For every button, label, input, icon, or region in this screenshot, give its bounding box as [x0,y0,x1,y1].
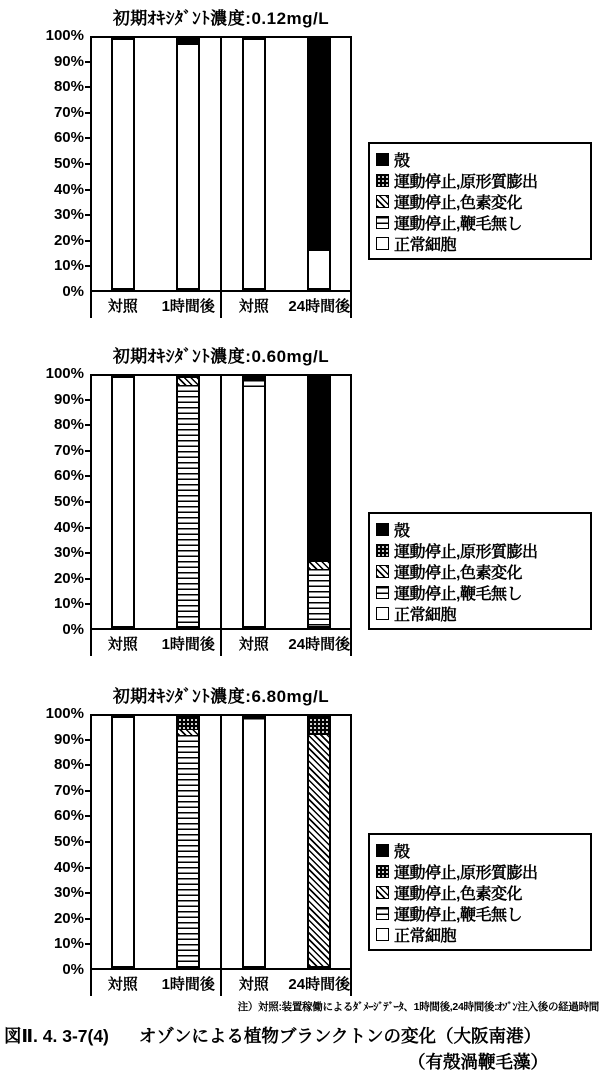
legend-box [368,512,592,630]
y-axis-tick-mark [85,552,90,554]
shell-swatch-icon [376,153,389,166]
x-axis-category-label: 24時間後 [288,636,351,653]
y-axis-tick-label: 20% [53,909,84,927]
bar-segment-normal [178,45,198,288]
legend-item [376,603,584,624]
stacked-bar [307,38,331,290]
y-axis-tick-mark [85,764,90,766]
legend-item-label: 正常細胞 [394,237,457,254]
legend-item [376,561,584,582]
bar-segment-flagella [309,569,329,626]
legend-item [376,582,584,603]
legend-item-label: 運動停止,原形質膨出 [394,174,538,191]
y-axis-tick-label: 80% [53,756,84,774]
legend-item-label: 殻 [394,523,410,540]
chart-6.80mg [0,680,600,1016]
shell-swatch-icon [376,523,389,536]
x-axis-category-label: 対照 [107,976,138,993]
x-axis-category-label: 24時間後 [288,298,351,315]
y-axis-tick-label: 60% [53,129,84,147]
bar-segment-normal [113,40,133,288]
x-axis-category-label: 1時間後 [161,976,215,993]
y-axis-tick-label: 70% [53,441,84,459]
pigment-swatch-icon [376,565,389,578]
legend-item [376,861,584,882]
y-axis-tick-mark [85,265,90,267]
bar-segment-pigment [309,735,329,966]
y-axis-tick-label: 100% [45,365,84,382]
bar-segment-pigment [178,378,198,385]
stacked-bar [242,716,266,968]
y-axis-tick-mark [85,399,90,401]
y-axis-tick-mark [85,240,90,242]
x-axis-category-label: 対照 [238,298,269,315]
legend-item-label: 運動停止,原形質膨出 [394,865,538,882]
protoplasm-swatch-icon [376,865,389,878]
y-axis-tick-mark [85,189,90,191]
bar-segment-shell [309,40,329,251]
legend-item [376,212,584,233]
chart-0.12mg [0,2,600,338]
legend-item-label: 運動停止,色素変化 [394,195,522,212]
legend-item-label: 運動停止,原形質膨出 [394,544,538,561]
y-axis-tick-label: 90% [53,730,84,748]
y-axis-tick-label: 0% [62,961,84,978]
legend-item-label: 運動停止,鞭毛無し [394,216,522,233]
group-divider-line [220,36,222,318]
stacked-bar [307,376,331,628]
legend-item-label: 運動停止,鞭毛無し [394,907,522,924]
y-axis-tick-mark [85,501,90,503]
y-axis-tick-mark [85,841,90,843]
y-axis-tick-mark [85,527,90,529]
normal-swatch-icon [376,928,389,941]
legend-item [376,882,584,903]
y-axis-tick-label: 30% [53,206,84,224]
y-axis-tick-mark [85,450,90,452]
y-axis-tick-mark [85,424,90,426]
figure-caption [4,1023,541,1048]
legend-item [376,519,584,540]
y-axis-tick-mark [85,61,90,63]
y-axis-tick-mark [85,867,90,869]
x-axis-category-label: 1時間後 [161,298,215,315]
y-axis-tick-label: 50% [53,493,84,510]
footnote: 注）対照:装置稼働によるﾀﾞﾒｰｼﾞﾃﾞｰﾀ、1時間後,24時間後:ｵｿﾞﾝ注入後の経過時間 [237,1001,599,1013]
legend-item-label: 運動停止,色素変化 [394,886,522,903]
bar-segment-protoplasm [178,718,198,730]
flagella-swatch-icon [376,907,389,920]
legend-item-label: 殻 [394,844,410,861]
y-axis-tick-mark [85,86,90,88]
stacked-bar [176,376,200,628]
y-axis-tick-label: 90% [53,390,84,408]
y-axis-tick-label: 60% [53,467,84,485]
bar-segment-normal [244,723,264,966]
chart-title: 初期ｵｷｼﾀﾞﾝﾄ濃度:0.60mg/L [112,347,330,366]
stacked-bar [307,716,331,968]
bar-segment-flagella [178,735,198,966]
stacked-bar [176,38,200,290]
bar-segment-normal [309,251,329,288]
legend-item [376,924,584,945]
bar-segment-normal [113,718,133,966]
y-axis-tick-mark [85,112,90,114]
y-axis-tick-label: 20% [53,569,84,587]
y-axis-tick-mark [85,918,90,920]
figure-subtitle: （有殻渦鞭毛藻） [408,1052,548,1072]
legend-item [376,233,584,254]
y-axis-tick-mark [85,163,90,165]
chart-title: 初期ｵｷｼﾀﾞﾝﾄ濃度:0.12mg/L [112,9,330,28]
x-axis-category-label: 24時間後 [288,976,351,993]
y-axis-tick-mark [85,578,90,580]
legend-box [368,833,592,951]
shell-swatch-icon [376,844,389,857]
legend-item-label: 殻 [394,153,410,170]
y-axis-tick-label: 30% [53,544,84,562]
legend-item [376,903,584,924]
bar-segment-pigment [309,562,329,569]
y-axis-tick-label: 10% [53,595,84,613]
y-axis-tick-label: 0% [62,621,84,638]
legend-item [376,840,584,861]
y-axis-tick-label: 80% [53,416,84,434]
x-axis-category-label: 対照 [107,298,138,315]
stacked-bar [111,716,135,968]
x-axis-category-label: 対照 [238,636,269,653]
y-axis-tick-mark [85,892,90,894]
stacked-bar [111,38,135,290]
y-axis-tick-label: 50% [53,155,84,172]
flagella-swatch-icon [376,586,389,599]
figure-title: オゾンによる植物ブランクトンの変化（大阪南港） [138,1026,542,1046]
y-axis-tick-mark [85,739,90,741]
y-axis-tick-label: 80% [53,78,84,96]
bar-segment-shell [309,378,329,562]
y-axis-tick-label: 70% [53,781,84,799]
y-axis-tick-label: 10% [53,257,84,275]
stacked-bar [242,38,266,290]
stacked-bar [176,716,200,968]
bar-segment-normal [244,388,264,626]
y-axis-tick-label: 70% [53,103,84,121]
normal-swatch-icon [376,607,389,620]
x-axis-category-label: 1時間後 [161,636,215,653]
y-axis-tick-label: 50% [53,833,84,850]
figure-number: 図Ⅱ. 4. 3-7(4) [4,1026,109,1046]
chart-title: 初期ｵｷｼﾀﾞﾝﾄ濃度:6.80mg/L [112,687,330,706]
y-axis-tick-label: 10% [53,935,84,953]
y-axis-tick-label: 60% [53,807,84,825]
protoplasm-swatch-icon [376,174,389,187]
y-axis-tick-label: 20% [53,231,84,249]
legend-item-label: 正常細胞 [394,607,457,624]
y-axis-tick-mark [85,790,90,792]
y-axis-tick-label: 100% [45,705,84,722]
bar-segment-normal [244,40,264,288]
pigment-swatch-icon [376,886,389,899]
legend-item [376,191,584,212]
y-axis-tick-label: 40% [53,180,84,198]
legend-item-label: 運動停止,色素変化 [394,565,522,582]
y-axis-tick-label: 0% [62,283,84,300]
y-axis-tick-label: 40% [53,518,84,536]
stacked-bar [242,376,266,628]
bar-segment-normal [113,378,133,626]
y-axis-tick-mark [85,214,90,216]
legend-item-label: 運動停止,鞭毛無し [394,586,522,603]
bar-segment-protoplasm [309,718,329,735]
y-axis-tick-label: 90% [53,52,84,70]
legend-item-label: 正常細胞 [394,928,457,945]
bar-segment-flagella [178,385,198,626]
y-axis-tick-mark [85,137,90,139]
group-divider-line [220,714,222,996]
y-axis-tick-label: 100% [45,27,84,44]
legend-box [368,142,592,260]
legend-item [376,149,584,170]
y-axis-tick-label: 40% [53,858,84,876]
stacked-bar [111,376,135,628]
flagella-swatch-icon [376,216,389,229]
bar-segment-flagella [244,380,264,387]
group-divider-line [220,374,222,656]
y-axis-tick-mark [85,815,90,817]
legend-item [376,170,584,191]
x-axis-category-label: 対照 [238,976,269,993]
y-axis-tick-mark [85,475,90,477]
pigment-swatch-icon [376,195,389,208]
normal-swatch-icon [376,237,389,250]
y-axis-tick-mark [85,603,90,605]
y-axis-tick-label: 30% [53,884,84,902]
y-axis-tick-mark [85,943,90,945]
x-axis-category-label: 対照 [107,636,138,653]
chart-0.60mg [0,340,600,676]
protoplasm-swatch-icon [376,544,389,557]
legend-item [376,540,584,561]
